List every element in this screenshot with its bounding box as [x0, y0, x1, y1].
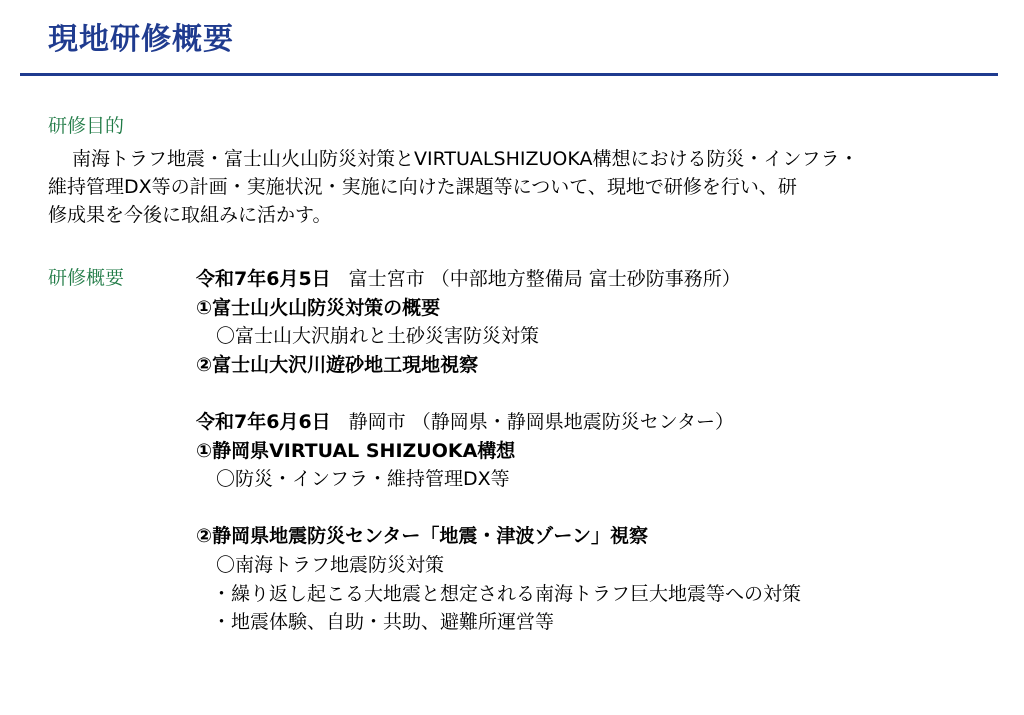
day2-item2-title: ②静岡県地震防災センター「地震・津波ゾーン」視察: [196, 525, 648, 548]
title-divider: [20, 73, 998, 76]
day2-item1-title: ①静岡県VIRTUAL SHIZUOKA構想: [196, 439, 516, 462]
day1-header: [196, 265, 996, 294]
day2-date: 令和7年6月6日: [196, 410, 331, 433]
day2-header: [196, 408, 996, 437]
spacer: [196, 494, 996, 523]
day2-item2-sub: 〇南海トラフ地震防災対策: [216, 553, 445, 576]
day1-item1-title: ①富士山火山防災対策の概要: [196, 296, 441, 319]
overview-body: [196, 265, 996, 637]
day1-item2-title: ②富士山大沢川遊砂地工現地視察: [196, 353, 479, 376]
purpose-line: 維持管理DX等の計画・実施状況・実施に向けた課題等について、現地で研修を行い、研: [48, 176, 797, 198]
purpose-line: 南海トラフ地震・富士山火山防災対策とVIRTUALSHIZUOKA構想における防災・インフラ・: [72, 148, 859, 170]
purpose-line: 修成果を今後に取組みに活かす。: [48, 204, 332, 226]
day2-location: 静岡市 （静岡県・静岡県地震防災センター）: [348, 410, 734, 433]
day2-item2-bullet: ・繰り返し起こる大地震と想定される南海トラフ巨大地震等への対策: [212, 582, 802, 605]
day2-item1-sub: 〇防災・インフラ・維持管理DX等: [216, 468, 510, 491]
purpose-heading: 研修目的: [48, 115, 125, 137]
spacer: [196, 379, 996, 408]
day1-location: 富士宮市 （中部地方整備局 富士砂防事務所）: [348, 268, 741, 290]
day2-item2-bullet: ・地震体験、自助・共助、避難所運営等: [212, 611, 555, 634]
page-title: 現地研修概要: [48, 22, 234, 57]
overview-heading: 研修概要: [48, 267, 125, 289]
purpose-body: [48, 145, 978, 229]
day1-date: 令和7年6月5日: [196, 268, 331, 290]
day1-item1-sub: 〇富士山大沢崩れと土砂災害防災対策: [216, 325, 540, 348]
